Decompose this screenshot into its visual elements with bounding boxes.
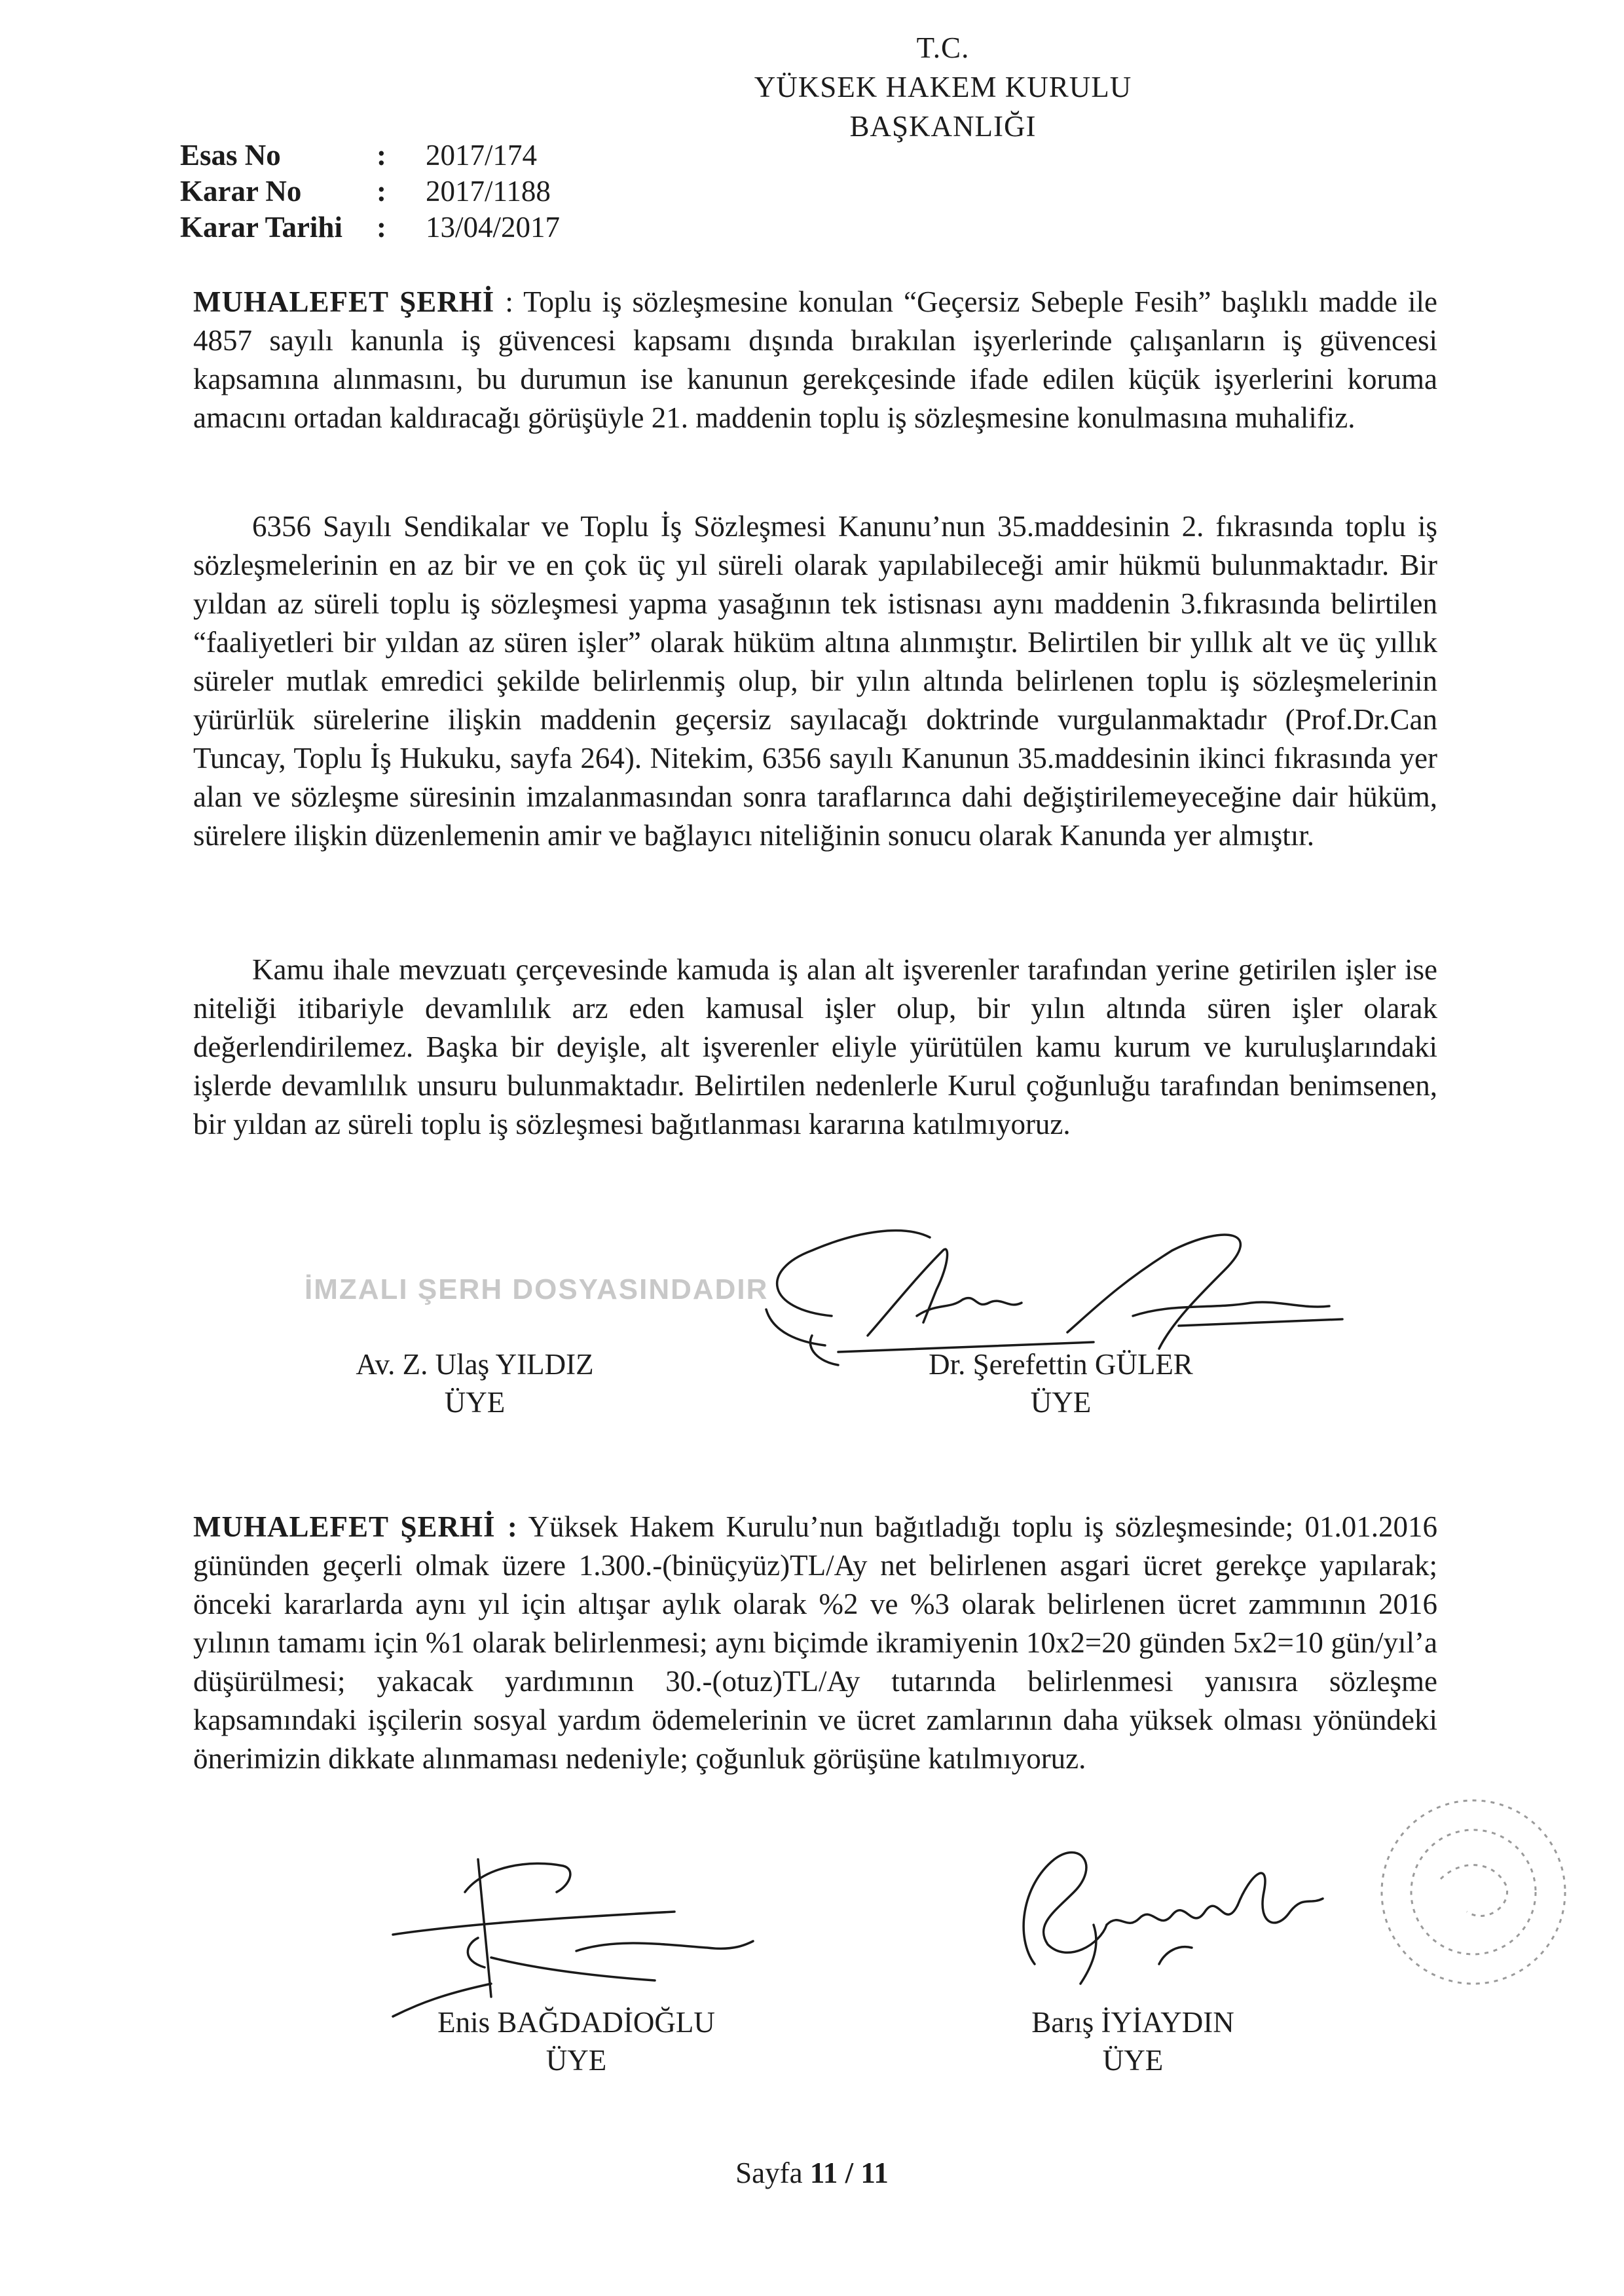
esas-label: Esas No xyxy=(180,139,281,172)
signer-role: ÜYE xyxy=(545,2044,607,2077)
tarih-label: Karar Tarihi xyxy=(180,211,342,244)
official-seal xyxy=(1369,1768,1578,2016)
colon: : xyxy=(377,211,386,244)
signer-role: ÜYE xyxy=(1030,1386,1092,1419)
colon: : xyxy=(377,139,386,172)
header-tc: T.C. xyxy=(916,31,970,64)
header-presidency: BAŞKANLIĞI xyxy=(849,110,1037,143)
signer-iyiaydin xyxy=(950,2003,1316,2079)
case-meta xyxy=(180,137,560,246)
signer-bagdadioglu xyxy=(393,2003,760,2079)
signer-name: Barış İYİAYDIN xyxy=(1031,2006,1234,2039)
signed-dissent-stamp: İMZALI ŞERH DOSYASINDADIR xyxy=(304,1273,769,1305)
signature-bagdadioglu xyxy=(380,1820,760,2030)
esas-row xyxy=(180,137,560,173)
signer-role: ÜYE xyxy=(444,1386,506,1419)
tarih-value: 13/04/2017 xyxy=(426,211,561,244)
tarih-row xyxy=(180,210,560,246)
header-institution: YÜKSEK HAKEM KURULU xyxy=(754,71,1132,103)
signer-name: Enis BAĞDADİOĞLU xyxy=(437,2006,715,2039)
signer-yildiz xyxy=(298,1345,652,1421)
signer-role: ÜYE xyxy=(1102,2044,1164,2077)
dissent-text: : Toplu iş sözleşmesine konulan “Geçersiz Sebeple Fesih” başlıklı madde ile 4857 sayılı kanunla iş güvencesi kapsamı dışında bırakılan işyerlerinde çalışanların iş güvencesi kapsamına alınmasını, bu durumun ise kanunun gerekçesinde ifade edilen küçük işyerlerini koruma amacını ortadan kaldıracağı görüşüyle 21. maddenin toplu iş sözleşmesine konulmasına muhalifiz. xyxy=(193,285,1437,434)
colon: : xyxy=(377,175,386,208)
dissent-text: Yüksek Hakem Kurulu’nun bağıtladığı toplu iş sözleşmesinde; 01.01.2016 gününden geçerli olmak üzere 1.300.-(binüçyüz)TL/Ay net belirlenen asgari ücret gerekçe yapılarak; önceki kararlarda aynı yıl için altışar aylık olarak %2 ve %3 olarak belirlenen ücret zammının 2016 yılının tamamı için %1 olarak belirlenmesi; aynı biçimde ikramiyenin 10x2=20 günden 5x2=10 gün/yıl’a düşürülmesi; yakacak yardımının 30.-(otuz)TL/Ay tutarında belirlenmesi yanısıra sözleşme kapsamındaki işçilerin sosyal yardım ödemelerinin ve ücret zamlarının daha yüksek olması yönündeki önerimizin dikkate alınmaması nedeniyle; çoğunluk görüşüne katılmıyoruz. xyxy=(193,1510,1437,1775)
karar-label: Karar No xyxy=(180,175,302,208)
page-footer xyxy=(0,2156,1624,2190)
page-prefix: Sayfa xyxy=(735,2157,810,2189)
page-number: 11 / 11 xyxy=(809,2157,889,2189)
dissent-label: MUHALEFET ŞERHİ : xyxy=(193,1510,518,1543)
dissent-label: MUHALEFET ŞERHİ xyxy=(193,285,495,318)
dissent-1-paragraph-1 xyxy=(193,283,1437,437)
dissent-1-paragraph-2: 6356 Sayılı Sendikalar ve Toplu İş Sözleşmesi Kanunu’nun 35.maddesinin 2. fıkrasında toplu iş sözleşmelerinin en az bir ve en çok üç yıl süreli olarak yapılabileceği amir hükmü bulunmaktadır. Bir yıldan az süreli toplu iş sözleşmesi yapma yasağının tek istisnası aynı maddenin 3.fıkrasında belirtilen “faaliyetleri bir yıldan az süren işler” olarak hüküm altına alınmıştır. Belirtilen bir yıllık alt ve üç yıllık süreler mutlak emredici şekilde belirlenmiş olup, bir yılın altında belirlenen toplu iş sözleşmelerinin yürürlük sürelerine ilişkin maddenin geçersiz sayılacağı doktrinde vurgulanmaktadır (Prof.Dr.Can Tuncay, Toplu İş Hukuku, sayfa 264). Nitekim, 6356 sayılı Kanunun 35.maddesinin ikinci fıkrasında yer alan ve sözleşme süresinin imzalanmasından sonra taraflarınca dahi değiştirilemeyeceğine dair hüküm, sürelere ilişkin düzenlemenin amir ve bağlayıcı niteliğinin sonucu olarak Kanunda yer almıştır. xyxy=(193,510,1437,852)
signature-guler xyxy=(753,1211,1408,1368)
karar-value: 2017/1188 xyxy=(426,175,551,208)
esas-value: 2017/174 xyxy=(426,139,538,172)
signer-guler xyxy=(858,1345,1264,1421)
signer-name: Av. Z. Ulaş YILDIZ xyxy=(356,1348,594,1381)
dissent-2-paragraph xyxy=(193,1508,1437,1778)
dissent-1-paragraph-3: Kamu ihale mevzuatı çerçevesinde kamuda iş alan alt işverenler tarafından yerine getirilen işler ise niteliği itibariyle devamlılık arz eden kamusal işler olup, bir yılın altında süren işler olarak değerlendirilemez. Başka bir deyişle, alt işverenler eliyle yürütülen kamu kurum ve kuruluşlarındaki işlerde devamlılık unsuru bulunmaktadır. Belirtilen nedenlerle Kurul çoğunluğu tarafından benimsenen, bir yıldan az süreli toplu iş sözleşmesi bağıtlanması kararına katılmıyoruz. xyxy=(193,953,1437,1140)
karar-row xyxy=(180,173,560,210)
signature-iyiaydin xyxy=(995,1833,1362,2003)
signer-name: Dr. Şerefettin GÜLER xyxy=(929,1348,1193,1381)
